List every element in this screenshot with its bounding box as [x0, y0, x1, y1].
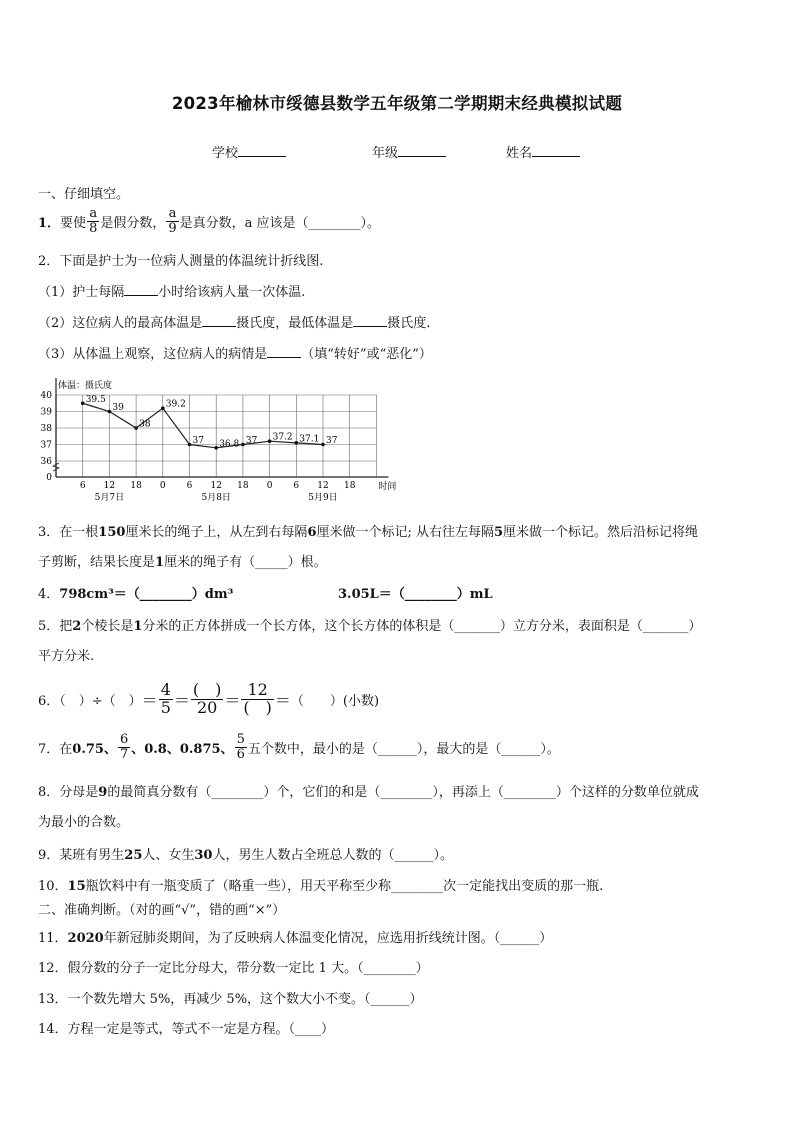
question-11: 11．2020年新冠肺炎期间，为了反映病人体温变化情况，应选用折线统计图。（______）: [38, 931, 553, 946]
question-6: 6．（ ）÷（ ） ＝ $\frac{4}{5}$ ＝ $\frac{( )}{20}$ ＝ $\frac{12}{( )}$ ＝ （ ）(小数): [38, 680, 380, 717]
data-label: 39.5: [85, 394, 106, 405]
y-tick-label: 39: [40, 407, 52, 418]
question-13: 13．一个数先增大 5%，再减少 5%，这个数大小不变。（______）: [38, 992, 423, 1007]
y-tick-label: 36: [40, 457, 52, 467]
question-9: 9．某班有男生25人、女生30人，男生人数占全班总人数的（______）。: [38, 848, 453, 863]
data-point: [161, 406, 165, 410]
data-label: 38: [139, 419, 151, 430]
x-tick-label: 6: [293, 481, 300, 491]
data-point: [108, 410, 112, 414]
day-label: 5月9日: [308, 493, 338, 503]
data-point: [134, 426, 138, 430]
x-tick-label: 6: [79, 481, 86, 491]
question-12: 12．假分数的分子一定比分母大，带分数一定比 1 大。（________）: [38, 961, 429, 976]
question-2-1: （1）护士每隔 小时给该病人量一次体温.: [38, 285, 306, 300]
question-2-3: （3）从体温上观察，这位病人的病情是 （填“转好”或“恶化”）: [38, 347, 432, 362]
x-tick-label: 0: [159, 481, 166, 491]
question-5-cont: 平方分米.: [38, 649, 95, 664]
section-1-heading: 一、仔细填空。: [38, 187, 130, 202]
question-7: 7．在 0.75、 $\frac{6}{7}$ 、0.8、0.875、 $\frac{5}{6}$ 五个数中，最小的是（______），最大的是（______）。: [38, 732, 560, 762]
question-2: 2．下面是护士为一位病人测量的体温统计折线图.: [38, 254, 324, 269]
section-2-heading: 二、准确判断。（对的画“√”，错的画“×”）: [38, 903, 286, 918]
data-label: 37.2: [272, 432, 293, 443]
data-point: [188, 443, 192, 447]
fraction-5-6: $\frac{5}{6}$: [236, 732, 245, 762]
data-label: 37: [326, 436, 338, 446]
question-3: 3．在一根150厘米长的绳子上，从左到右每隔6厘米做一个标记; 从右往左每隔5厘米做一个标记。然后沿标记将绳: [38, 525, 699, 540]
page-title: 2023年榆林市绥德县数学五年级第二学期期末经典模拟试题: [171, 94, 623, 113]
day-label: 5月8日: [201, 493, 231, 503]
question-5: 5．把2个棱长是1分米的正方体拼成一个长方体，这个长方体的体积是（_______）立方分米，表面积是（_______）: [38, 619, 702, 634]
question-14: 14．方程一定是等式，等式不一定是方程。（____）: [38, 1022, 335, 1037]
question-8: 8．分母是9的最简真分数有（________）个，它们的和是（________），再添上（________）个这样的分数单位就成: [38, 785, 699, 800]
x-tick-label: 12: [210, 481, 222, 491]
x-axis-label: 时间: [378, 482, 396, 492]
data-point: [295, 441, 299, 445]
x-tick-label: 6: [186, 481, 193, 491]
data-point: [241, 443, 245, 447]
fraction-a-over-9: $\frac{a}{9}$: [168, 206, 177, 236]
data-point: [214, 446, 218, 450]
fraction-6-7: $\frac{6}{7}$: [119, 732, 129, 762]
data-label: 37: [192, 436, 204, 446]
grade-field[interactable]: 年级: [372, 142, 446, 161]
school-field[interactable]: 学校: [212, 142, 286, 161]
axis-break-mark: [53, 463, 59, 471]
temperature-line-chart: [36, 374, 396, 504]
question-10: 10．15瓶饮料中有一瓶变质了（略重一些），用天平称至少称________次一定能找出变质的那一瓶.: [38, 879, 604, 894]
y-tick-label: 38: [40, 424, 52, 434]
x-tick-label: 18: [343, 481, 356, 491]
fraction-a-over-8: $\frac{a}{8}$: [89, 206, 98, 236]
data-label: 37: [245, 436, 258, 446]
data-label: 39.2: [165, 399, 186, 410]
question-3-cont: 子剪断，结果长度是1厘米的绳子有（_____）根。: [38, 555, 327, 570]
data-point: [321, 443, 325, 447]
name-field[interactable]: 姓名: [506, 142, 580, 161]
fraction-blank-20: $\frac{( )}{20}$: [192, 680, 222, 717]
question-1: 1． 要使 $\frac{a}{8}$ 是假分数， $\frac{a}{9}$ 是真分数，a 应该是（________）。: [38, 206, 381, 236]
fraction-4-5: $\frac{4}{5}$: [160, 680, 171, 717]
question-2-2: （2）这位病人的最高体温是 摄氏度，最低体温是 摄氏度.: [38, 316, 431, 331]
y-axis-label: 体温：摄氏度: [58, 381, 113, 391]
y-tick-label: 37: [40, 440, 52, 451]
y-tick-label: 0: [46, 473, 52, 483]
x-tick-label: 18: [237, 481, 249, 491]
data-label: 39: [112, 403, 124, 413]
question-4-b: 3.05L＝（________）mL: [338, 587, 493, 602]
question-8-cont: 为最小的合数。: [38, 815, 130, 830]
data-point: [81, 401, 85, 405]
data-point: [268, 439, 272, 443]
data-label: 36.8: [219, 439, 240, 450]
y-tick-label: 40: [40, 391, 52, 401]
question-4: 4．798cm³＝（________）dm³: [38, 587, 234, 602]
x-tick-label: 0: [266, 481, 273, 491]
x-tick-label: 18: [130, 481, 142, 491]
x-tick-label: 12: [317, 481, 329, 491]
day-label: 5月7日: [94, 493, 125, 503]
fraction-12-blank: $\frac{12}{( )}$: [243, 680, 272, 717]
x-tick-label: 12: [103, 481, 116, 491]
data-label: 37.1: [299, 434, 320, 445]
